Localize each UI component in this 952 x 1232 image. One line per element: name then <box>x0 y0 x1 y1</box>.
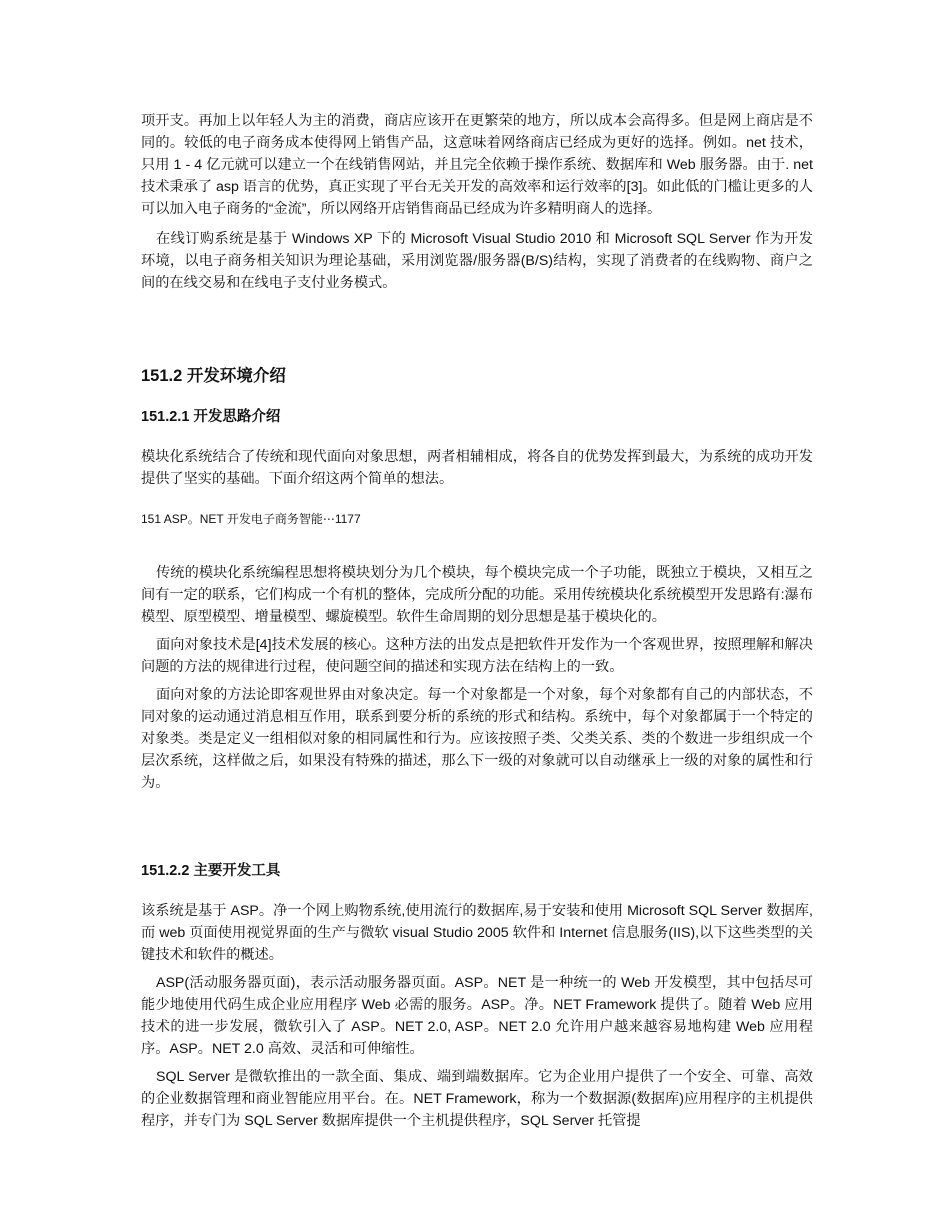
dev-tools-paragraph-3: SQL Server 是微软推出的一款全面、集成、端到端数据库。它为企业用户提供了一个安全、可靠、高效的企业数据管理和商业智能应用平台。在。NET Framework，称为一个数据源(数据库)应用程序的主机提供程序，并专门为 SQL Server 数据库提供一个主机提供程序，SQL Server 托管提 <box>141 1069 813 1129</box>
dev-approach-paragraph-3: 面向对象技术是[4]技术发展的核心。这种方法的出发点是把软件开发作为一个客观世界，按照理解和解决问题的方法的规律进行过程，使问题空间的描述和实现方法在结构上的一致。 <box>141 637 813 675</box>
dev-approach-paragraph-1: 模块化系统结合了传统和现代面向对象思想，两者相辅相成，将各自的优势发挥到最大，为系统的成功开发提供了坚实的基础。下面介绍这两个简单的想法。 <box>141 449 813 487</box>
subsection-heading-dev-approach: 151.2.1 开发思路介绍 <box>141 409 281 425</box>
document-page <box>141 110 813 1132</box>
intro-paragraph-2: 在线订购系统是基于 Windows XP 下的 Microsoft Visual Studio 2010 和 Microsoft SQL Server 作为开发环境，以电子商务相关知识为理论基础，采用浏览器/服务器(B/S)结构，实现了消费者的在线购物、商户之间的在线交易和在线电子支付业务模式。 <box>141 231 813 291</box>
intro-paragraph-1: 项开支。再加上以年轻人为主的消费，商店应该开在更繁荣的地方，所以成本会高得多。但是网上商店是不同的。较低的电子商务成本使得网上销售产品，这意味着网络商店已经成为更好的选择。例如。net 技术，只用 1 - 4 亿元就可以建立一个在线销售网站，并且完全依赖于操作系统、数据库和 Web 服务器。由于. net 技术秉承了 asp 语言的优势，真正实现了平台无关开发的高效率和运行效率的[3]。如此低的门槛让更多的人可以加入电子商务的“金流”，所以网络开店销售商品已经成为许多精明商人的选择。 <box>141 113 813 217</box>
subsection-heading-dev-tools: 151.2.2 主要开发工具 <box>141 863 281 879</box>
section-heading: 151.2 开发环境介绍 <box>141 367 286 385</box>
dev-approach-paragraph-2: 传统的模块化系统编程思想将模块划分为几个模块，每个模块完成一个子功能，既独立于模块，又相互之间有一定的联系，它们构成一个有机的整体，完成所分配的功能。采用传统模块化系统模型开发思路有:瀑布模型、原型模型、增量模型、螺旋模型。软件生命周期的划分思想是基于模块化的。 <box>141 565 813 625</box>
dev-approach-paragraph-4: 面向对象的方法论即客观世界由对象决定。每一个对象都是一个对象，每个对象都有自己的内部状态，不同对象的运动通过消息相互作用，联系到要分析的系统的形式和结构。系统中，每个对象都属于一个特定的对象类。类是定义一组相似对象的相同属性和行为。应该按照子类、父类关系、类的个数进一步组织成一个层次系统，这样做之后，如果没有特殊的描述，那么下一级的对象就可以自动继承上一级的对象的属性和行为。 <box>141 687 813 791</box>
dev-tools-paragraph-2: ASP(活动服务器页面)，表示活动服务器页面。ASP。NET 是一种统一的 Web 开发模型，其中包括尽可能少地使用代码生成企业应用程序 Web 必需的服务。ASP。净。NET Framework 提供了。随着 Web 应用技术的进一步发展，微软引入了 ASP。NET 2.0, ASP。NET 2.0 允许用户越来越容易地构建 Web 应用程序。ASP。NET 2.0 高效、灵活和可伸缩性。 <box>141 975 813 1057</box>
dev-tools-paragraph-1: 该系统是基于 ASP。净一个网上购物系统,使用流行的数据库,易于安装和使用 Microsoft SQL Server 数据库,而 web 页面使用视觉界面的生产与微软 visual Studio 2005 软件和 Internet 信息服务(IIS),以下这些类型的关键技术和软件的概述。 <box>141 903 813 963</box>
running-head: 151 ASP。NET 开发电子商务智能⋯1177 <box>141 512 361 526</box>
